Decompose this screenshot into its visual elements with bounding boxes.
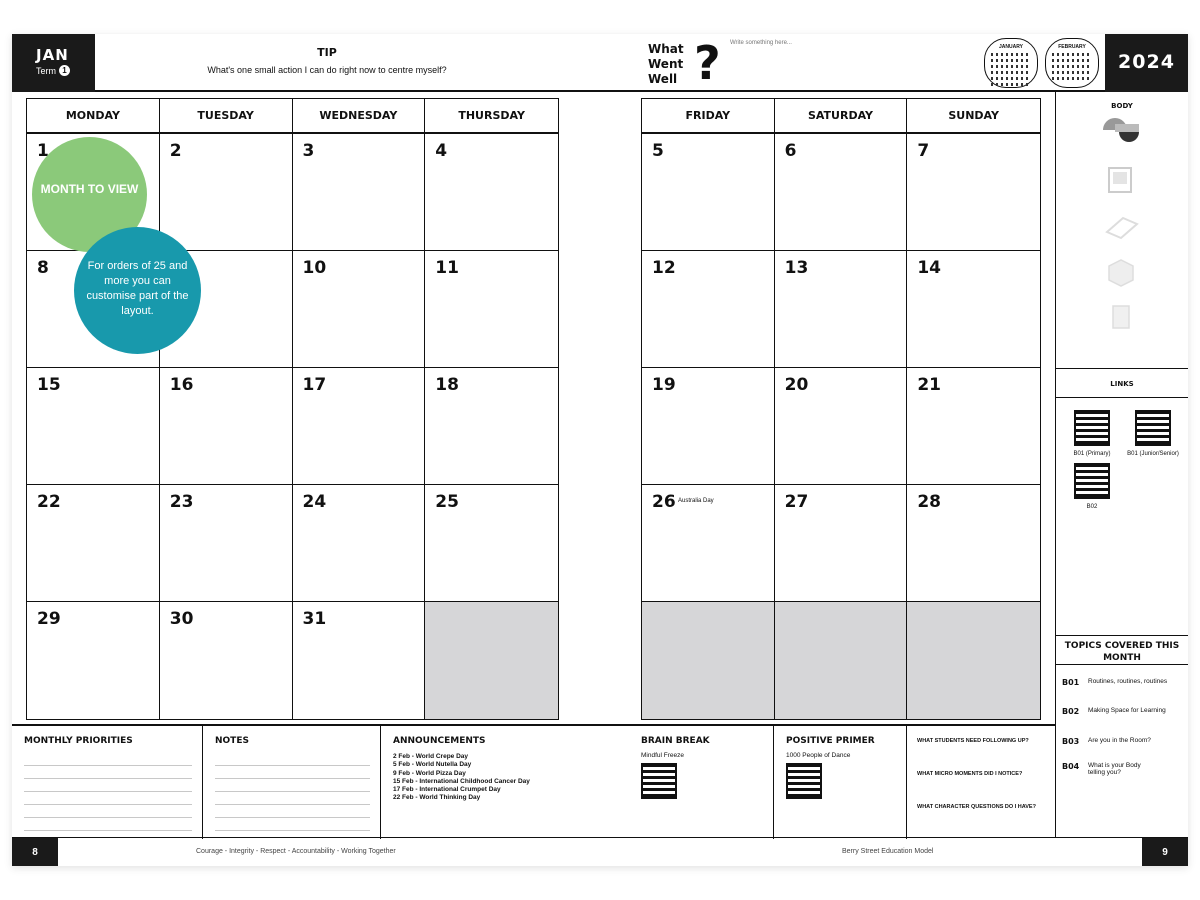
www-word-1: What: [648, 42, 684, 56]
day-number: 15: [37, 375, 61, 395]
day-number: 8: [37, 258, 49, 278]
mini-calendar-february: [1045, 38, 1099, 88]
topic-code: B02: [1062, 707, 1080, 716]
term-number: 1: [59, 65, 70, 76]
tip-question: What's one small action I can do right now to centre myself?: [207, 65, 447, 75]
topic-code: B01: [1062, 678, 1080, 687]
brain-break-heading: BRAIN BREAK: [641, 736, 710, 746]
day-header-thursday: THURSDAY: [425, 99, 558, 134]
day-cell[interactable]: [775, 485, 908, 602]
topic-item: [1062, 737, 1187, 746]
day-number: 11: [435, 258, 459, 278]
page-number-right: 9: [1142, 838, 1188, 866]
day-cell[interactable]: [907, 134, 1040, 251]
announcement-list: [393, 753, 629, 803]
day-number: 4: [435, 141, 448, 161]
topics-heading: TOPICS COVERED THIS MONTH: [1056, 635, 1188, 665]
tip-box: [162, 46, 492, 75]
day-cell[interactable]: [160, 485, 293, 602]
blank-day-cell: [775, 602, 908, 719]
day-number: 31: [302, 609, 327, 629]
positive-primer-heading: POSITIVE PRIMER: [786, 736, 875, 746]
monthly-priorities-section: [12, 726, 203, 839]
positive-primer-activity: 1000 People of Dance: [786, 752, 851, 759]
topic-item: [1062, 678, 1187, 687]
brain-break-activity: Mindful Freeze: [641, 752, 684, 759]
month-to-view-badge: MONTH TO VIEW: [32, 137, 147, 252]
blank-day-cell: [907, 602, 1040, 719]
day-number: 5: [652, 141, 664, 161]
day-number: 26: [652, 492, 676, 512]
positive-primer-section: [774, 726, 907, 839]
day-number: 25: [435, 492, 459, 512]
day-cell[interactable]: [160, 602, 293, 719]
day-number: 29: [37, 609, 61, 629]
topic-item: [1062, 762, 1187, 776]
day-number: 27: [784, 492, 809, 512]
day-number: 3: [302, 141, 315, 161]
day-cell[interactable]: [642, 485, 775, 602]
month-badge: [12, 34, 95, 92]
day-number: 22: [37, 492, 61, 512]
day-number: 28: [917, 492, 941, 512]
day-cell[interactable]: [425, 485, 558, 602]
links-qr-area: [1064, 410, 1184, 510]
term-label: Term: [36, 65, 56, 76]
bottom-panel: [12, 724, 1055, 837]
priorities-heading: MONTHLY PRIORITIES: [24, 736, 133, 746]
topic-code: B03: [1062, 737, 1080, 746]
qr-code-icon[interactable]: [641, 763, 677, 799]
day-number: 18: [435, 375, 459, 395]
day-number: 2: [169, 141, 182, 161]
notes-lines[interactable]: [215, 753, 370, 833]
day-cell[interactable]: [425, 251, 558, 368]
day-header-wednesday: WEDNESDAY: [293, 99, 426, 134]
day-header-saturday: SATURDAY: [775, 99, 908, 134]
question-mark-icon: ?: [694, 36, 721, 90]
qr-code-icon: [1074, 410, 1110, 446]
qr-label: B02: [1086, 504, 1098, 510]
values-statement: Courage - Integrity - Respect - Accountability - Working Together: [196, 848, 396, 855]
blank-day-cell: [425, 602, 558, 719]
day-cell[interactable]: [642, 368, 775, 485]
tip-heading: TIP: [317, 46, 337, 59]
topic-text: Are you in the Room?: [1088, 737, 1151, 744]
day-number: 16: [169, 375, 194, 395]
write-placeholder[interactable]: Write something here...: [730, 40, 792, 46]
day-number: 6: [784, 141, 797, 161]
links-label: LINKS: [1110, 379, 1134, 388]
calendar-grid-right: [641, 98, 1041, 720]
qr-code-icon: [1135, 410, 1171, 446]
notes-heading: NOTES: [215, 736, 249, 746]
reflection-questions: [907, 726, 1055, 839]
footer: [12, 837, 1188, 866]
day-number: 14: [917, 258, 941, 278]
www-word-2: Went: [648, 57, 684, 71]
event-australia-day: Australia Day: [678, 498, 714, 504]
priorities-lines[interactable]: [24, 753, 192, 833]
announcement-item: 2 Feb - World Crepe Day: [393, 753, 469, 760]
day-cell[interactable]: [293, 602, 426, 719]
announcements-heading: ANNOUNCEMENTS: [393, 736, 486, 746]
mini-calendar-title: FEBRUARY: [1058, 44, 1086, 50]
question-follow-up: WHAT STUDENTS NEED FOLLOWING UP?: [917, 738, 1029, 744]
qr-label: B01 (Junior/Senior): [1127, 451, 1179, 457]
day-cell[interactable]: [293, 368, 426, 485]
month-label: JAN: [36, 46, 69, 64]
brand-name: Berry Street Education Model: [842, 848, 934, 855]
day-cell[interactable]: [775, 251, 908, 368]
qr-label: B01 (Primary): [1073, 451, 1111, 457]
announcement-item: 17 Feb - International Crumpet Day: [393, 786, 501, 794]
day-header-sunday: SUNDAY: [907, 99, 1040, 134]
paper-icon: [1101, 210, 1141, 242]
announcement-item: 15 Feb - International Childhood Cancer Day: [393, 777, 530, 785]
day-number: 23: [169, 492, 194, 512]
year-badge: 2024: [1105, 34, 1188, 92]
day-number: 19: [652, 375, 676, 395]
document-icon: [1101, 302, 1141, 334]
day-number: 24: [302, 492, 327, 512]
announcements-section: [381, 726, 629, 839]
day-number: 7: [917, 141, 930, 161]
topic-text: What is your Body telling you?: [1088, 762, 1141, 776]
day-cell[interactable]: [293, 134, 426, 251]
day-cell[interactable]: [907, 251, 1040, 368]
day-cell[interactable]: [775, 134, 908, 251]
what-went-well-logo: [648, 36, 728, 90]
topic-code: B04: [1062, 762, 1080, 771]
day-number: 12: [652, 258, 676, 278]
day-cell[interactable]: [642, 134, 775, 251]
day-cell[interactable]: [775, 368, 908, 485]
day-header-friday: FRIDAY: [642, 99, 775, 134]
day-cell[interactable]: [27, 602, 160, 719]
term-indicator: [36, 65, 95, 76]
day-cell[interactable]: [425, 368, 558, 485]
day-number: 1: [37, 141, 49, 161]
day-cell[interactable]: [160, 134, 293, 251]
topic-text: Making Space for Learning: [1088, 707, 1166, 714]
day-cell[interactable]: [907, 368, 1040, 485]
page-number-left: 8: [12, 838, 58, 866]
notes-section: [203, 726, 381, 839]
question-micro-moments: WHAT MICRO MOMENTS DID I NOTICE?: [917, 771, 1023, 777]
customise-promo-badge: For orders of 25 and more you can customise part of the layout.: [74, 227, 201, 354]
day-cell[interactable]: [642, 251, 775, 368]
links-header: [1056, 370, 1188, 398]
day-header-tuesday: TUESDAY: [160, 99, 293, 134]
book-icon: [1101, 164, 1141, 196]
topic-text: Routines, routines, routines: [1088, 678, 1168, 685]
announcement-item: 9 Feb - World Pizza Day: [393, 769, 466, 777]
day-cell[interactable]: [425, 134, 558, 251]
mini-calendar-january: [984, 38, 1038, 88]
day-cell[interactable]: [27, 485, 160, 602]
day-cell[interactable]: [293, 251, 426, 368]
header: [12, 34, 1188, 92]
question-character: WHAT CHARACTER QUESTIONS DO I HAVE?: [917, 804, 1036, 810]
brain-break-section: [629, 726, 774, 839]
qr-link-primary[interactable]: [1064, 410, 1120, 457]
day-cell[interactable]: [907, 485, 1040, 602]
day-cell[interactable]: [27, 368, 160, 485]
day-number: 13: [784, 258, 809, 278]
body-section: [1056, 92, 1188, 369]
qr-link-b02[interactable]: [1064, 463, 1120, 510]
side-panel: [1055, 92, 1188, 837]
mini-calendar-title: JANUARY: [999, 44, 1023, 50]
day-number: 30: [169, 609, 194, 629]
topic-item: [1062, 707, 1187, 716]
announcement-item: 5 Feb - World Nutella Day: [393, 761, 472, 769]
day-cell[interactable]: [160, 368, 293, 485]
day-number: 21: [917, 375, 941, 395]
day-number: 20: [784, 375, 809, 395]
qr-code-icon[interactable]: [786, 763, 822, 799]
blank-day-cell: [642, 602, 775, 719]
qr-link-junior-senior[interactable]: [1122, 410, 1184, 457]
planner-spread: [12, 34, 1188, 866]
box-icon: [1101, 256, 1141, 288]
body-shapes-icon: [1101, 114, 1141, 146]
announcement-item: 22 Feb - World Thinking Day: [393, 794, 481, 802]
www-word-3: Well: [648, 72, 678, 86]
day-number: 10: [302, 258, 327, 278]
body-label: BODY: [1111, 102, 1133, 110]
day-cell[interactable]: [293, 485, 426, 602]
qr-code-icon: [1074, 463, 1110, 499]
day-header-monday: MONDAY: [27, 99, 160, 134]
day-number: 17: [302, 375, 327, 395]
